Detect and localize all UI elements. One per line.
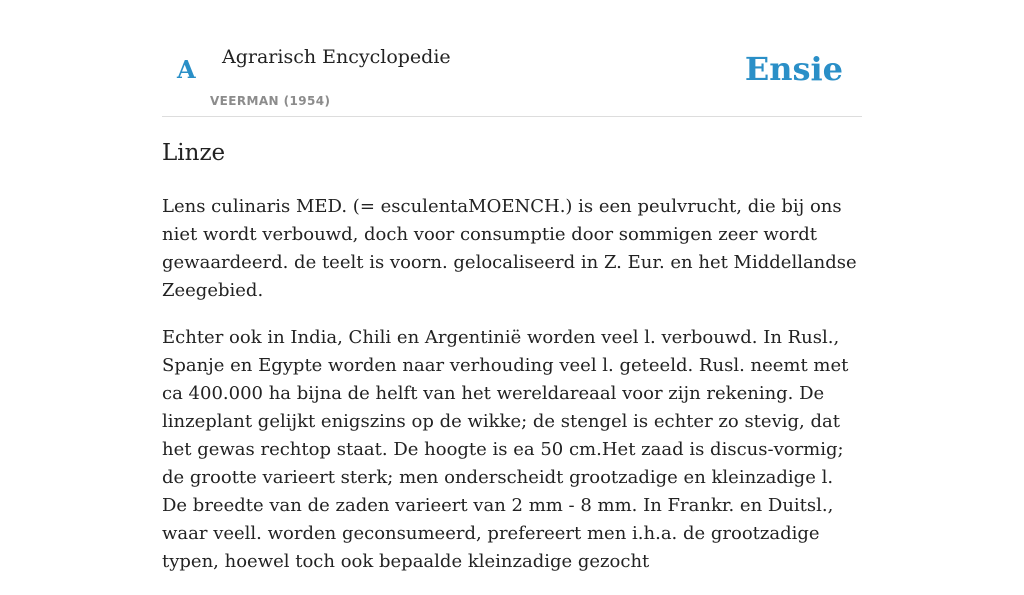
ensie-logo-link[interactable]: Ensie — [744, 50, 843, 88]
index-letter[interactable]: A — [177, 55, 196, 84]
article-body — [162, 193, 862, 595]
article-paragraph: Lens culinaris MED. (= esculentaMOENCH.) is een peulvrucht, die bij ons niet wordt verbouwd, doch voor consumptie door sommigen zeer wordt gewaardeerd. de teelt is voorn. gelocaliseerd in Z. Eur. en het Middellandse Zeegebied. — [162, 196, 857, 301]
article-paragraph: Echter ook in India, Chili en Argentinië worden veel l. verbouwd. In Rusl., Spanje en Egypte worden naar verhouding veel l. geteeld. Rusl. neemt met ca 400.000 ha bijna de helft van het wereldareaal voor zijn rekening. De linzeplant gelijkt enigszins op de wikke; de stengel is echter zo stevig, dat het gewas rechtop staat. De hoogte is ea 50 cm.Het zaad is discus-vormig; de grootte varieert sterk; men onderscheidt grootzadige en kleinzadige l. De breedte van de zaden varieert van 2 mm - 8 mm. In Frankr. en Duitsl., waar veell. worden geconsumeerd, prefereert men i.h.a. de grootzadige typen, hoewel toch ook bepaalde kleinzadige gezocht — [162, 327, 849, 572]
book-title[interactable]: Agrarisch Encyclopedie — [222, 46, 451, 68]
header — [162, 0, 862, 117]
book-author: VEERMAN (1954) — [210, 94, 331, 108]
article-title: Linze — [162, 140, 226, 166]
